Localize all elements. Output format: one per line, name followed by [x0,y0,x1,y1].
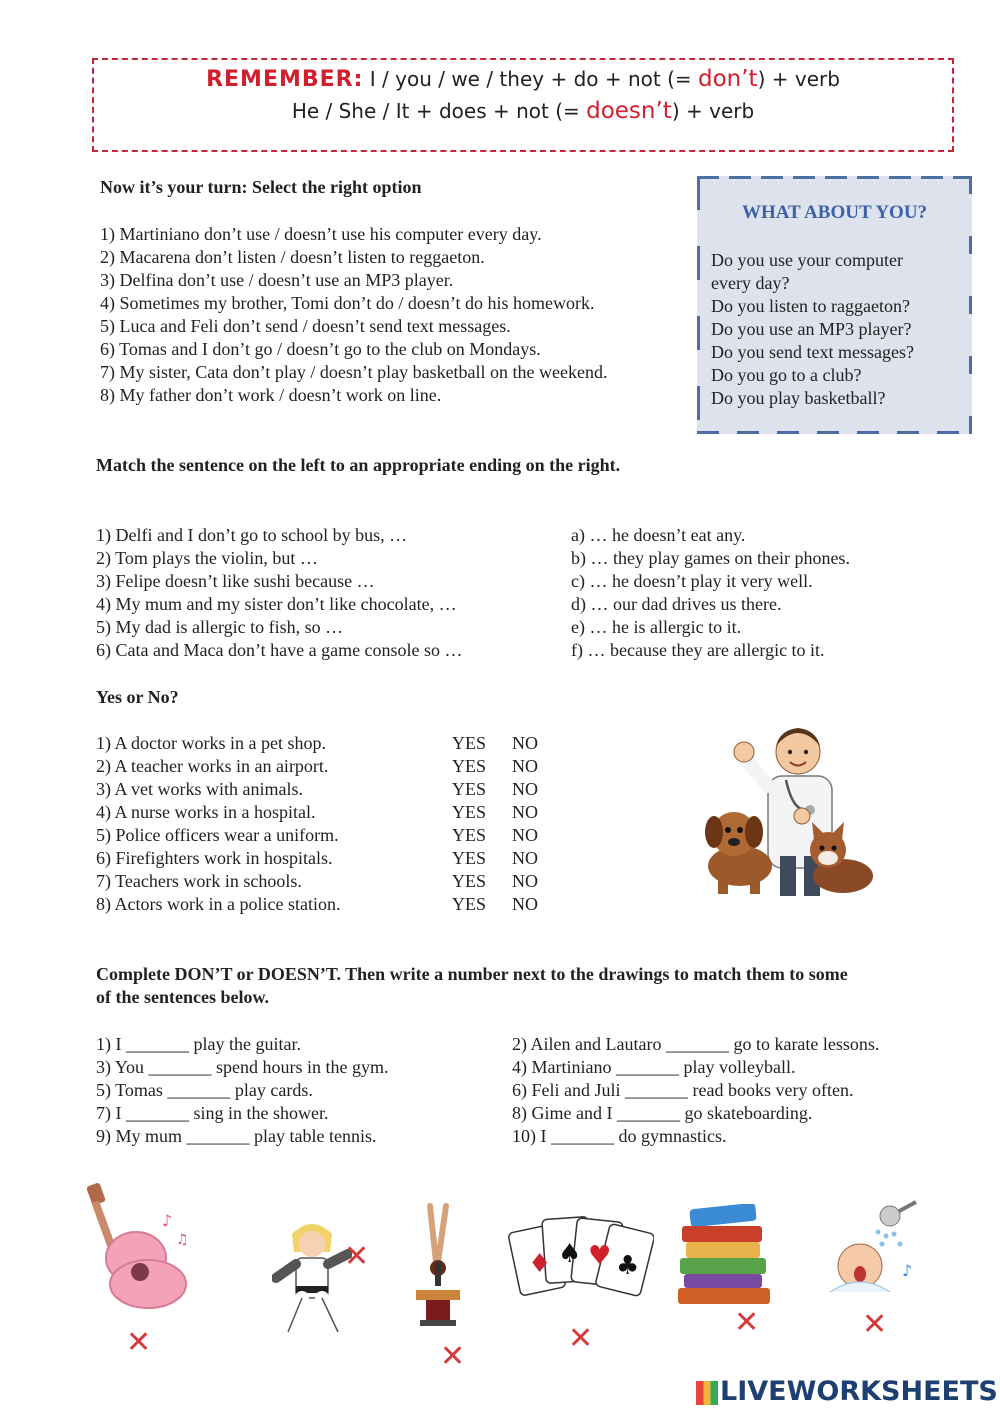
guitar-icon [76,1180,196,1312]
no-option-7[interactable]: NO [512,871,538,891]
match-left-1: 1) Delfi and I don’t go to school by bus, … [96,525,408,545]
match-left-5: 5) My dad is allergic to fish, so … [96,617,344,637]
match-right-b[interactable]: b) … they play games on their phones. [571,548,850,568]
complete-item-9[interactable]: 9) My mum _______ play table tennis. [96,1126,377,1146]
complete-item-4[interactable]: 4) Martiniano _______ play volleyball. [512,1057,796,1077]
no-option-4[interactable]: NO [512,802,538,822]
yes-no-item-1: 1) A doctor works in a pet shop. [96,733,326,753]
complete-item-6[interactable]: 6) Feli and Juli _______ read books very often. [512,1080,854,1100]
no-option-8[interactable]: NO [512,894,538,914]
remember-line2-post: ) + verb [671,99,755,123]
select-option-heading: Now it’s your turn: Select the right option [100,177,422,197]
remember-line1-pre: I / you / we / they + do + not (= [369,67,698,91]
logo-tiles-icon [696,1381,718,1405]
complete-heading-line2: of the sentences below. [96,987,269,1007]
about-question-4: Do you send text messages? [711,342,914,362]
about-question-1a: Do you use your computer [711,250,903,270]
match-left-2: 2) Tom plays the violin, but … [96,548,318,568]
remember-label: REMEMBER: [206,67,364,92]
yes-no-item-6: 6) Firefighters work in hospitals. [96,848,333,868]
about-question-6: Do you play basketball? [711,388,886,408]
select-option-item-2[interactable]: 2) Macarena don’t listen / doesn’t listen to reggaeton. [100,247,485,267]
gymnast-icon [406,1202,472,1330]
select-option-item-8[interactable]: 8) My father don’t work / doesn’t work on line. [100,385,442,405]
what-about-you-title: WHAT ABOUT YOU? [741,202,928,223]
svg-text:♣: ♣ [616,1251,640,1281]
no-option-2[interactable]: NO [512,756,538,776]
books-stack-icon [676,1204,774,1306]
no-column [512,732,538,916]
remember-line1-post: ) + verb [757,67,840,91]
karate-girl-icon [272,1218,352,1340]
complete-item-5[interactable]: 5) Tomas _______ play cards. [96,1080,313,1100]
svg-text:♪: ♪ [162,1211,173,1230]
yes-no-item-7: 7) Teachers work in schools. [96,871,302,891]
cross-mark-karate[interactable]: ✕ [344,1239,370,1274]
complete-item-7[interactable]: 7) I _______ sing in the shower. [96,1103,329,1123]
cross-mark-shower[interactable]: ✕ [862,1307,888,1342]
no-option-1[interactable]: NO [512,733,538,753]
svg-text:♦: ♦ [528,1249,552,1279]
yes-option-5[interactable]: YES [452,825,487,845]
svg-text:♫: ♫ [176,1232,189,1248]
complete-heading-line1: Complete DON’T or DOESN’T. Then write a number next to the drawings to match them to some [96,964,848,984]
yes-no-heading: Yes or No? [96,687,179,707]
remember-line-1 [94,66,952,92]
select-option-item-7[interactable]: 7) My sister, Cata don’t play / doesn’t play basketball on the weekend. [100,362,608,382]
match-left-6: 6) Cata and Maca don’t have a game console so … [96,640,463,660]
select-option-item-6[interactable]: 6) Tomas and I don’t go / doesn’t go to the club on Mondays. [100,339,541,359]
yes-option-2[interactable]: YES [452,756,487,776]
select-option-item-5[interactable]: 5) Luca and Feli don’t send / doesn’t send text messages. [100,316,511,336]
logo-text: LIVEWORKSHEETS [720,1376,998,1407]
complete-left-list [96,1033,389,1148]
shower-singer-icon [820,1192,930,1304]
cross-mark-books[interactable]: ✕ [734,1305,760,1340]
complete-item-2[interactable]: 2) Ailen and Lautaro _______ go to karate lessons. [512,1034,880,1054]
match-left-4: 4) My mum and my sister don’t like chocolate, … [96,594,457,614]
match-left-list [96,524,463,662]
no-option-3[interactable]: NO [512,779,538,799]
complete-item-3[interactable]: 3) You _______ spend hours in the gym. [96,1057,389,1077]
cross-mark-cards[interactable]: ✕ [568,1321,594,1356]
about-question-2: Do you listen to raggaeton? [711,296,910,316]
cross-mark-guitar[interactable]: ✕ [126,1325,152,1360]
yes-option-1[interactable]: YES [452,733,487,753]
complete-item-8[interactable]: 8) Gime and I _______ go skateboarding. [512,1103,813,1123]
select-option-item-4[interactable]: 4) Sometimes my brother, Tomi don’t do / doesn’t do his homework. [100,293,595,313]
match-right-e[interactable]: e) … he is allergic to it. [571,617,742,637]
match-right-c[interactable]: c) … he doesn’t play it very well. [571,571,813,591]
no-option-5[interactable]: NO [512,825,538,845]
remember-box [92,58,954,152]
playing-cards-icon [508,1212,654,1308]
yes-column [452,732,486,916]
about-question-1b: every day? [711,273,790,293]
complete-item-10[interactable]: 10) I _______ do gymnastics. [512,1126,727,1146]
yes-no-list [96,732,340,916]
svg-text:♪: ♪ [902,1261,913,1280]
remember-line2-pre: He / She / It + does + not (= [291,99,587,123]
match-right-a[interactable]: a) … he doesn’t eat any. [571,525,746,545]
select-option-item-3[interactable]: 3) Delfina don’t use / doesn’t use an MP3 player. [100,270,454,290]
no-option-6[interactable]: NO [512,848,538,868]
yes-no-item-8: 8) Actors work in a police station. [96,894,341,914]
yes-no-item-5: 5) Police officers wear a uniform. [96,825,339,845]
yes-no-item-4: 4) A nurse works in a hospital. [96,802,316,822]
yes-option-8[interactable]: YES [452,894,487,914]
dog-icon [705,812,772,894]
vet-with-pets-illustration [698,716,880,901]
remember-line-2 [94,98,952,124]
yes-no-item-3: 3) A vet works with animals. [96,779,303,799]
match-right-d[interactable]: d) … our dad drives us there. [571,594,782,614]
cross-mark-gymnast[interactable]: ✕ [440,1339,466,1374]
svg-text:♠: ♠ [558,1239,582,1269]
yes-option-3[interactable]: YES [452,779,487,799]
yes-option-4[interactable]: YES [452,802,487,822]
liveworksheets-logo [696,1376,998,1407]
yes-option-7[interactable]: YES [452,871,487,891]
match-right-list [571,524,850,662]
complete-item-1[interactable]: 1) I _______ play the guitar. [96,1034,301,1054]
match-right-f[interactable]: f) … because they are allergic to it. [571,640,825,660]
match-heading: Match the sentence on the left to an appropriate ending on the right. [96,455,621,475]
yes-no-item-2: 2) A teacher works in an airport. [96,756,329,776]
about-question-5: Do you go to a club? [711,365,862,385]
about-question-3: Do you use an MP3 player? [711,319,912,339]
what-about-you-box [697,176,972,434]
cat-icon [810,822,873,893]
remember-doesnt: doesn’t [586,98,672,124]
select-option-item-1[interactable]: 1) Martiniano don’t use / doesn’t use his computer every day. [100,224,542,244]
select-option-list [100,223,608,407]
match-left-3: 3) Felipe doesn’t like sushi because … [96,571,375,591]
remember-dont: don’t [698,66,758,92]
complete-right-list [512,1033,879,1148]
yes-option-6[interactable]: YES [452,848,487,868]
svg-text:♥: ♥ [588,1241,612,1271]
